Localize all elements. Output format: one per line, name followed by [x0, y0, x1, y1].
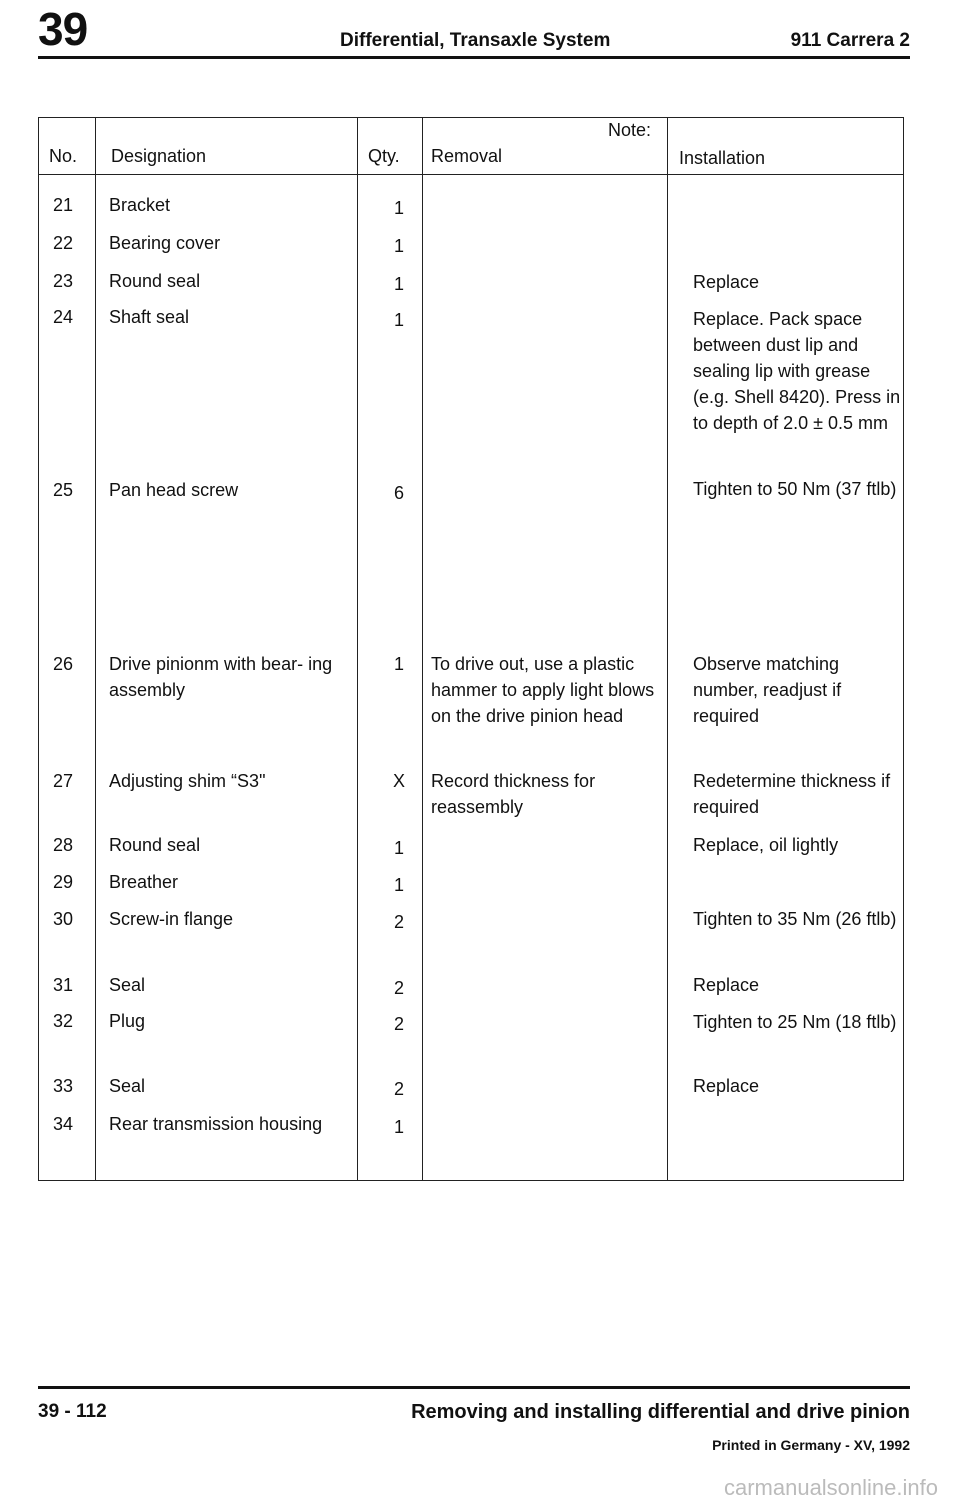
- designation: Drive pinionm with bear- ing assembly: [109, 654, 333, 700]
- header-no: No.: [49, 146, 78, 166]
- footer-title: Removing and installing differential and drive pinion: [411, 1401, 910, 1423]
- row-number: 33: [53, 1076, 74, 1096]
- quantity: 1: [393, 838, 404, 858]
- installation-note: Replace, oil lightly: [693, 835, 839, 855]
- row-number: 27: [53, 771, 74, 791]
- column-divider: [357, 118, 358, 1180]
- row-number: 21: [53, 195, 74, 215]
- quantity: 2: [393, 1014, 404, 1034]
- quantity: 1: [393, 1117, 404, 1137]
- quantity: 2: [393, 912, 404, 932]
- designation: Adjusting shim “S3": [109, 771, 266, 791]
- quantity: 1: [393, 198, 404, 218]
- installation-note: Replace: [693, 272, 760, 292]
- row-number: 28: [53, 835, 74, 855]
- quantity: 2: [393, 1079, 404, 1099]
- row-number: 26: [53, 654, 74, 674]
- row-number: 25: [53, 480, 74, 500]
- installation-note: Tighten to 25 Nm (18 ftlb): [693, 1012, 897, 1032]
- header-note: Note:: [608, 120, 652, 140]
- header-divider: [39, 174, 903, 175]
- row-number: 22: [53, 233, 74, 253]
- installation-note: Replace. Pack space between dust lip and sealing lip with grease (e.g. Shell 8420). Press in to depth of 2.0 ± 0.5 mm: [693, 309, 901, 433]
- page-footer: [38, 1386, 910, 1453]
- section-title: Differential, Transaxle System: [340, 30, 611, 51]
- model-name: 911 Carrera 2: [790, 30, 910, 51]
- quantity: 6: [393, 483, 404, 503]
- designation: Rear transmission housing: [109, 1114, 323, 1134]
- page-number: 39 - 112: [38, 1401, 107, 1422]
- designation: Bearing cover: [109, 233, 221, 253]
- row-number: 34: [53, 1114, 74, 1134]
- designation: Plug: [109, 1011, 146, 1031]
- row-number: 31: [53, 975, 74, 995]
- designation: Bracket: [109, 195, 171, 215]
- header-installation: Installation: [679, 148, 766, 168]
- row-number: 29: [53, 872, 74, 892]
- page-header: [38, 0, 910, 59]
- print-info: Printed in Germany - XV, 1992: [712, 1437, 910, 1453]
- column-divider: [95, 118, 96, 1180]
- row-number: 24: [53, 307, 74, 327]
- column-divider: [667, 118, 668, 1180]
- installation-note: Tighten to 50 Nm (37 ftlb): [693, 479, 897, 499]
- installation-note: Redetermine thickness if required: [693, 771, 891, 817]
- designation: Seal: [109, 975, 146, 995]
- designation: Seal: [109, 1076, 146, 1096]
- designation: Screw-in flange: [109, 909, 234, 929]
- row-number: 32: [53, 1011, 74, 1031]
- removal-note: To drive out, use a plastic hammer to apply light blows on the drive pinion head: [431, 654, 655, 726]
- quantity: 2: [393, 978, 404, 998]
- header-qty: Qty.: [368, 146, 400, 166]
- installation-note: Tighten to 35 Nm (26 ftlb): [693, 909, 897, 929]
- designation: Breather: [109, 872, 179, 892]
- designation: Pan head screw: [109, 480, 239, 500]
- removal-note: Record thickness for reassembly: [431, 771, 596, 817]
- chapter-number: 39: [38, 3, 88, 55]
- watermark: carmanualsonline.info: [723, 1475, 938, 1500]
- parts-table: [38, 117, 904, 1181]
- installation-note: Observe matching number, readjust if required: [693, 654, 842, 726]
- row-number: 23: [53, 271, 74, 291]
- quantity: 1: [393, 236, 404, 256]
- quantity: 1: [393, 274, 404, 294]
- quantity: X: [392, 771, 405, 791]
- designation: Round seal: [109, 271, 201, 291]
- designation: Round seal: [109, 835, 201, 855]
- installation-note: Replace: [693, 975, 760, 995]
- header-removal: Removal: [431, 146, 503, 166]
- installation-note: Replace: [693, 1076, 760, 1096]
- quantity: 1: [393, 654, 404, 674]
- header-designation: Designation: [111, 146, 207, 166]
- row-number: 30: [53, 909, 74, 929]
- designation: Shaft seal: [109, 307, 190, 327]
- quantity: 1: [393, 875, 404, 895]
- quantity: 1: [393, 310, 404, 330]
